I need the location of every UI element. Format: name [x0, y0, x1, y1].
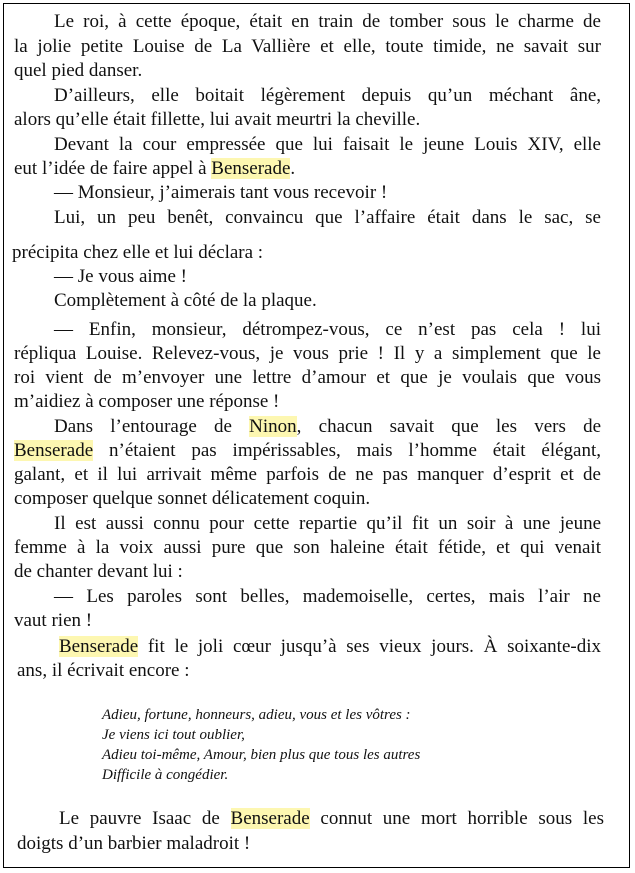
text-line: composer quelque sonnet délicatement coquin. [14, 488, 371, 509]
text-line: vaut rien ! [14, 610, 93, 631]
text-line: Devant la cour empressée que lui faisait le jeune Louis XIV, elle [54, 134, 601, 155]
text-line [14, 158, 295, 180]
highlighted-name: Benserade [14, 440, 94, 461]
dialogue-line: — Monsieur, j’aimerais tant vous recevoir ! [54, 182, 388, 203]
text-line [14, 440, 601, 462]
dialogue-line: — Les paroles sont belles, mademoiselle, certes, mais l’air ne [54, 586, 601, 607]
verse-line: Je viens ici tout oublier, [102, 727, 245, 743]
dialogue-line: — Enfin, monsieur, détrompez-vous, ce n’est pas cela ! lui [54, 319, 601, 340]
text-segment: eut l’idée de faire appel à [14, 158, 212, 179]
text-line [54, 416, 601, 438]
text-segment: n’étaient pas impérissables, mais l’homme était élégant, [93, 440, 601, 461]
text-line [59, 808, 604, 830]
text-line: Le roi, à cette époque, était en train de tomber sous le charme de [54, 11, 601, 32]
text-line: alors qu’elle était fillette, lui avait meurtri la cheville. [14, 109, 421, 130]
text-line: doigts d’un barbier maladroit ! [17, 833, 251, 854]
highlighted-name: Benserade [59, 636, 139, 657]
verse-line: Difficile à congédier. [102, 767, 229, 783]
verse-line: Adieu, fortune, honneurs, adieu, vous et les vôtres : [102, 707, 411, 723]
text-segment: fit le joli cœur jusqu’à ses vieux jours. À soixante-dix [138, 636, 601, 657]
document-page [3, 3, 630, 868]
text-line: quel pied danser. [14, 60, 143, 81]
text-line: galant, et il lui arrivait même parfois de ne pas manquer d’esprit et de [14, 464, 601, 485]
text-line: Complètement à côté de la plaque. [54, 290, 317, 311]
text-line: Lui, un peu benêt, convaincu que l’affaire était dans le sac, se [54, 207, 601, 228]
verse-line: Adieu toi-même, Amour, bien plus que tous les autres [102, 747, 421, 763]
text-segment: connut une mort horrible sous les [309, 808, 604, 829]
text-line: de chanter devant lui : [14, 561, 183, 582]
text-line: m’aidiez à composer une réponse ! [14, 391, 280, 412]
text-line: femme à la voix aussi pure que son haleine était fétide, et qui venait [14, 537, 601, 558]
text-line: répliqua Louise. Relevez-vous, je vous prie ! Il y a simplement que le [14, 343, 601, 364]
highlighted-name: Benserade [230, 808, 310, 829]
dialogue-line: — Je vous aime ! [54, 266, 187, 287]
text-line: D’ailleurs, elle boitait légèrement depuis qu’un méchant âne, [54, 85, 601, 106]
text-segment: Le pauvre Isaac de [59, 808, 231, 829]
text-segment: , chacun savait que les vers de [296, 416, 601, 437]
highlighted-name: Ninon [249, 416, 297, 437]
text-line: ans, il écrivait encore : [17, 660, 190, 681]
text-segment: . [290, 158, 296, 179]
text-line: roi vient de m’envoyer une lettre d’amour et que je voulais que vous [14, 367, 601, 388]
highlighted-name: Benserade [211, 158, 291, 179]
text-line [59, 636, 601, 658]
text-line: Il est aussi connu pour cette repartie qu’il fit un soir à une jeune [54, 513, 601, 534]
text-segment: Dans l’entourage de [54, 416, 250, 437]
text-line: la jolie petite Louise de La Vallière et elle, toute timide, ne savait sur [14, 36, 601, 57]
text-line: précipita chez elle et lui déclara : [12, 242, 264, 263]
